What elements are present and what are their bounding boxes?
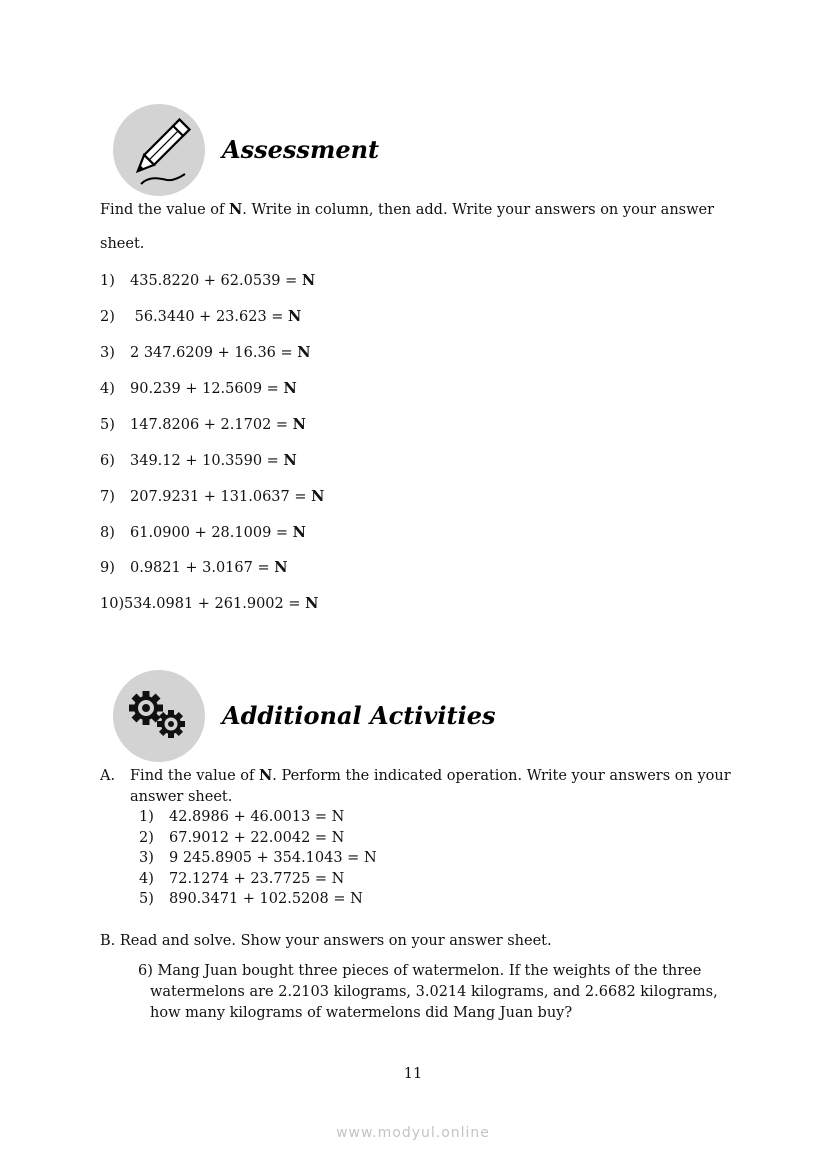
item-number: 3) (139, 850, 154, 866)
item-number: 3) (100, 345, 115, 361)
item-expression: 435.8220 + 62.0539 = N (130, 272, 316, 289)
item-expression: 0.9821 + 3.0167 = N (130, 559, 288, 576)
item-expression: 2 347.6209 + 16.36 = N (130, 344, 311, 361)
additional-activities-title: Additional Activities (222, 701, 496, 730)
assessment-title: Assessment (222, 135, 380, 164)
item-number: 1) (100, 273, 115, 289)
item-number: 5) (100, 417, 115, 433)
item-number: 10) (100, 596, 125, 612)
instruction-text-2: . Write in column, then add. Write your answers on your answer (242, 202, 715, 218)
assessment-instruction (100, 200, 714, 220)
watermark: www.modyul.online (336, 1125, 490, 1141)
item-expression: 56.3440 + 23.623 = N (130, 308, 302, 325)
item-expression: 67.9012 + 22.0042 = N (169, 830, 345, 846)
item-expression: 147.8206 + 2.1702 = N (130, 416, 306, 433)
item-expression: 90.239 + 12.5609 = N (130, 380, 297, 397)
gears-icon (113, 670, 205, 762)
word-problem-line2: watermelons are 2.2103 kilograms, 3.0214 kilograms, and 2.6682 kilograms, (150, 984, 718, 1000)
item-expression: 72.1274 + 23.7725 = N (169, 871, 345, 887)
item-number: 4) (139, 871, 154, 887)
item-number: 6) (100, 453, 115, 469)
pencil-icon (113, 104, 205, 196)
item-number: 4) (100, 381, 115, 397)
part-a-instruction: Find the value of N. Perform the indicated operation. Write your answers on your (130, 767, 731, 784)
word-problem-line3: how many kilograms of watermelons did Mang Juan buy? (150, 1005, 573, 1021)
assessment-instruction-line2: sheet. (100, 236, 145, 252)
item-number: 7) (100, 489, 115, 505)
item-number: 8) (100, 525, 115, 541)
part-a-instruction-line2: answer sheet. (130, 789, 233, 805)
item-number: 2) (139, 830, 154, 846)
item-expression: 207.9231 + 131.0637 = N (130, 488, 325, 505)
item-number: 5) (139, 891, 154, 907)
item-expression: 890.3471 + 102.5208 = N (169, 891, 363, 907)
item-expression: 61.0900 + 28.1009 = N (130, 524, 306, 541)
instruction-text-1: Find the value of (100, 202, 229, 218)
page-number: 11 (403, 1066, 423, 1082)
part-a-label: A. (100, 768, 116, 784)
instruction-variable: N (229, 201, 243, 218)
item-number: 2) (100, 309, 115, 325)
word-problem-line1: 6) Mang Juan bought three pieces of watermelon. If the weights of the three (138, 963, 702, 979)
item-number: 1) (139, 809, 154, 825)
item-expression: 42.8986 + 46.0013 = N (169, 809, 345, 825)
part-b-instruction: B. Read and solve. Show your answers on your answer sheet. (100, 933, 552, 949)
item-number: 9) (100, 560, 115, 576)
item-expression: 349.12 + 10.3590 = N (130, 452, 297, 469)
item-expression: 9 245.8905 + 354.1043 = N (169, 850, 377, 866)
item-expression: 534.0981 + 261.9002 = N (124, 595, 319, 612)
